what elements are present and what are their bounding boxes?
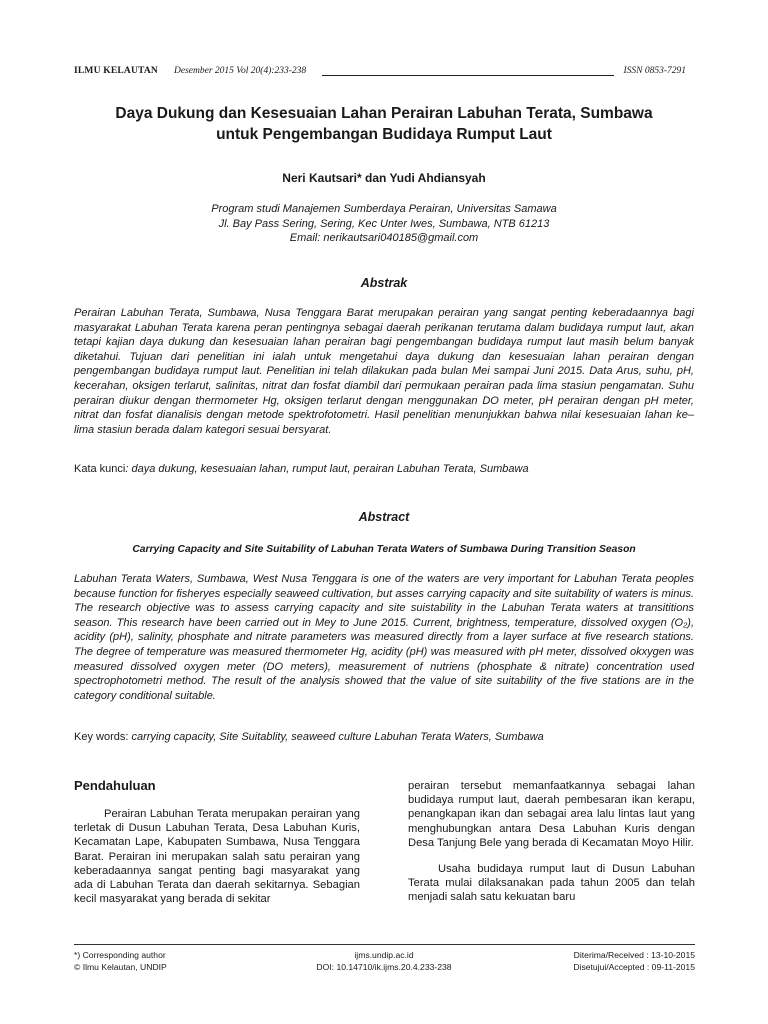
abstrak-text: Perairan Labuhan Terata, Sumbawa, Nusa Tenggara Barat merupakan perairan yang sangat penting keberadaannya bagi masyarakat Labuhan Terata karena peran pentingnya sebagai daerah perikanan terutama dalam budidaya rumput laut, akan tetapi kajian daya dukung dan kesesuaian lahan perairan bagi pengembangan budidaya rumput laut masih belum banyak diketahui. Tujuan dari penelitian ini ialah untuk mengetahui daya dukung dan kesesuaian lahan perairan dengan pengembangan budidaya rumput laut. Penelitian ini telah dilakukan pada bulan Mei sampai Juni 2015. Data Arus, suhu, pH, kecerahan, oksigen terlarut, salinitas, nitrat dan fosfat diambil dari permukaan perairan pada lima stasiun pengamatan. Suhu perairan diukur dengan thermometer Hg, oksigen terlarut dengan menggunakan DO meter, pH perairan dengan pH meter, nitrat dan fosfat dianalisis dengan metode spektrofotometri. Hasil penelitian menunjukkan bahwa nilai kesesuaian lahan ke–lima stasiun berada dalam kategori sesuai bersyarat. — [74, 307, 694, 436]
footer-rule — [74, 944, 695, 945]
copyright-note: © Ilmu Kelautan, UNDIP — [74, 961, 167, 972]
key-words — [74, 731, 694, 743]
journal-name: ILMU KELAUTAN — [74, 66, 158, 76]
abstract-text: Labuhan Terata Waters, Sumbawa, West Nusa Tenggara is one of the waters are very important for Labuhan Terata peoples because function for fisheryes especially seaweed cultivation, but asses carrying capacity and site suitability of waters is minus. The research objective was to assess carrying capacity and site suistability in the Labuhan Terata waters at transititions season. This research have been carried out in Mey to June 2015. Current, brightness, temperature, dissolved oxygen (O₂), acidity (pH), salinity, phosphate and nitrate parameters was measured directly from a layer surface at five research stations. The degree of temperature was measured thermometer Hg, acidity (pH) was measured with pH meter, dissolved okxygen was measured dissolved oxygen meter (DO meters), measurement of nutriens (phosphate & nitrate) concentration used spectrophotometri method. The result of the analysis showed that the value of site suitability of the five stations are in the category conditional suitable. — [74, 573, 694, 702]
paper-title — [74, 103, 694, 145]
body-paragraph: Perairan Labuhan Terata merupakan perairan yang terletak di Dusun Labuhan Terata, Desa Labuhan Kuris, Kecamatan Lape, Kabupaten Sumbawa, Nusa Tenggara Barat. Perairan ini merupakan salah satu perairan yang keberadaannya sangat penting bagi masyarakat yang ada di Labuhan Terata dan daerah sekitarnya. Sebagian kecil masyarakat yang berada di sekitar — [74, 808, 360, 906]
abstract-heading: Abstract — [358, 510, 410, 524]
body-paragraph: perairan tersebut memanfaatkannya sebagai lahan budidaya rumput laut, daerah pembesaran ikan kerapu, penangkapan ikan dan sebagai area lalu lintas laut yang menghubungkan antara Desa Labuhan Kuris dengan Desa Tanjung Bele yang berada di Kecamatan Moyo Hilir. — [408, 780, 695, 849]
kata-kunci-label: Kata kunci — [74, 463, 126, 475]
affiliation-line-2: Jl. Bay Pass Sering, Sering, Kec Unter Iwes, Sumbawa, NTB 61213 — [218, 217, 550, 230]
journal-issn: ISSN 0853-7291 — [623, 66, 686, 76]
affiliation — [74, 202, 694, 246]
body-column-right — [408, 779, 695, 905]
footer-left — [74, 950, 167, 973]
author-list: Neri Kautsari* dan Yudi Ahdiansyah — [282, 171, 486, 185]
corresponding-author-note: *) Corresponding author — [74, 950, 166, 960]
doi: DOI: 10.14710/ik.ijms.20.4.233-238 — [316, 961, 452, 972]
affiliation-email: Email: nerikautsari040185@gmail.com — [289, 232, 479, 244]
body-paragraph: Usaha budidaya rumput laut di Dusun Labuhan Terata mulai dilaksanakan pada tahun 2005 dan telah menjadi salah satu kekuatan baru — [408, 863, 695, 904]
body-column-left — [74, 807, 360, 906]
kata-kunci — [74, 463, 694, 475]
key-words-label: Key words: — [74, 731, 129, 743]
header-rule — [322, 75, 614, 76]
footer-right — [573, 950, 695, 973]
abstrak-heading: Abstrak — [360, 276, 408, 290]
received-date: Diterima/Received : 13-10-2015 — [573, 950, 695, 960]
affiliation-line-1: Program studi Manajemen Sumberdaya Perairan, Universitas Samawa — [211, 203, 557, 215]
footer-center — [240, 950, 528, 973]
journal-url: ijms.undip.ac.id — [354, 950, 414, 960]
kata-kunci-text: : daya dukung, kesesuaian lahan, rumput laut, perairan Labuhan Terata, Sumbawa — [125, 463, 529, 475]
journal-issue: Desember 2015 Vol 20(4):233-238 — [174, 66, 307, 76]
key-words-text: carrying capacity, Site Suitablity, seaweed culture Labuhan Terata Waters, Sumbawa — [128, 731, 544, 743]
running-header — [74, 66, 686, 80]
paper-title-line-2: untuk Pengembangan Budidaya Rumput Laut — [216, 126, 552, 143]
section-title-pendahuluan: Pendahuluan — [74, 778, 156, 793]
paper-title-line-1: Daya Dukung dan Kesesuaian Lahan Perairan Labuhan Terata, Sumbawa — [115, 105, 653, 122]
abstract-subtitle: Carrying Capacity and Site Suitability of Labuhan Terata Waters of Sumbawa During Transition Season — [132, 544, 636, 555]
accepted-date: Disetujui/Accepted : 09-11-2015 — [573, 961, 695, 972]
